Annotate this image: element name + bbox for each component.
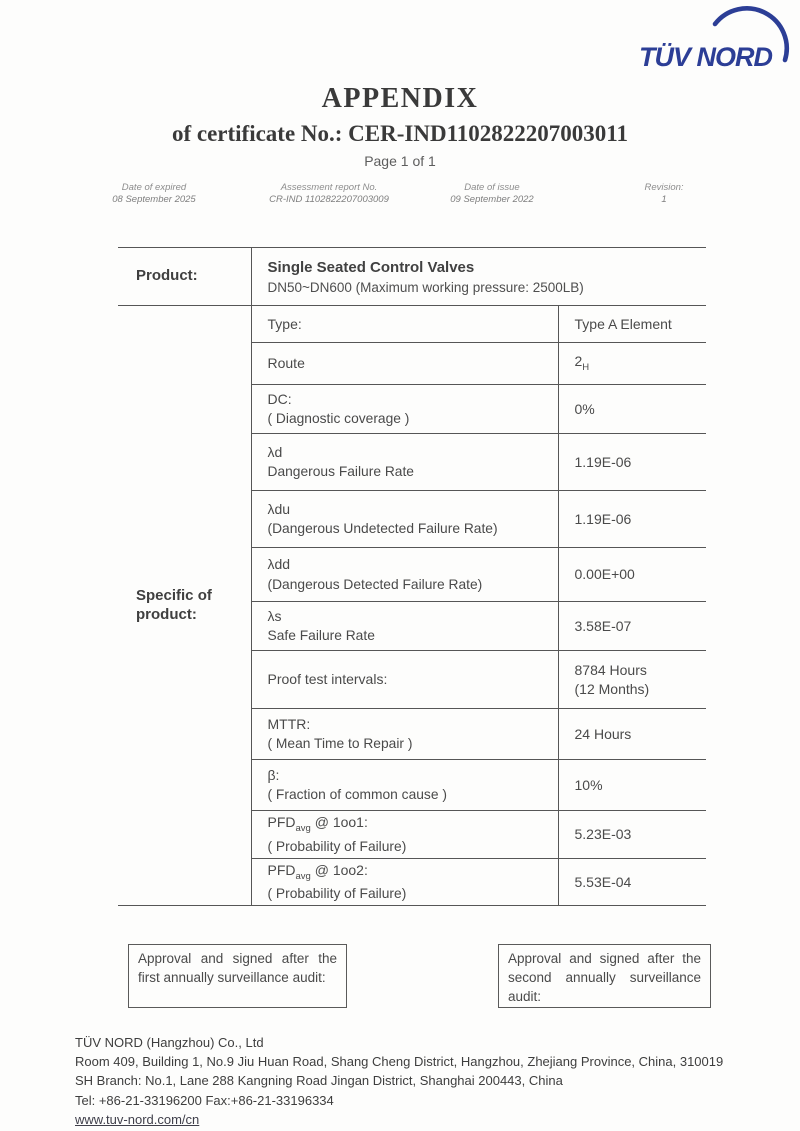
- tuv-nord-logo: [605, 0, 800, 90]
- meta-value: CR-IND 1102822207003009: [269, 194, 389, 205]
- meta-value: 08 September 2025: [112, 194, 196, 205]
- meta-date-of-expired: [94, 182, 214, 205]
- value-cell: 5.23E-03: [558, 811, 706, 859]
- param-cell: λd Dangerous Failure Rate: [251, 434, 558, 491]
- meta-label: Date of issue: [464, 182, 520, 193]
- value-cell: 0%: [558, 385, 706, 434]
- specific-of-product-label: Specific of product:: [136, 586, 212, 623]
- table-row: [118, 306, 706, 343]
- value-cell: 10%: [558, 760, 706, 811]
- product-title: Single Seated Control Valves: [267, 258, 475, 276]
- value-cell: 8784 Hours (12 Months): [558, 651, 706, 709]
- meta-revision: [612, 182, 716, 205]
- value-cell: 1.19E-06: [558, 434, 706, 491]
- value-cell: $2_H$: [558, 343, 706, 385]
- value-cell: 24 Hours: [558, 709, 706, 760]
- certificate-number-title: of certificate No.: CER-IND1102822207003011: [171, 120, 629, 146]
- approval-box-text: Approval and signed after the first annually surveillance audit:: [138, 951, 337, 985]
- param-cell: $PFD_{avg}$ @ 1oo1: ( Probability of Failure): [251, 811, 558, 859]
- value-cell: 0.00E+00: [558, 548, 706, 602]
- product-label-cell: [118, 248, 251, 306]
- approval-box-text: Approval and signed after the second annually surveillance audit:: [508, 951, 701, 1004]
- meta-date-of-issue: [428, 182, 556, 205]
- product-value-cell: [251, 248, 706, 306]
- value-cell: 1.19E-06: [558, 491, 706, 548]
- footer-phone-fax: Tel: +86-21-33196200 Fax:+86-21-33196334: [75, 1092, 334, 1108]
- page-indicator: Page 1 of 1: [364, 153, 436, 170]
- param-cell: λs Safe Failure Rate: [251, 602, 558, 651]
- param-cell: $PFD_{avg}$ @ 1oo2: ( Probability of Failure): [251, 859, 558, 906]
- param-cell: λdd (Dangerous Detected Failure Rate): [251, 548, 558, 602]
- meta-label: Assessment report No.: [280, 182, 378, 193]
- specific-of-product-label-cell: [118, 306, 251, 906]
- param-cell: Route: [251, 343, 558, 385]
- meta-label: Revision:: [644, 182, 684, 193]
- meta-value: 09 September 2022: [450, 194, 534, 205]
- approval-box-second-audit: [498, 944, 711, 1008]
- param-cell: Type:: [251, 306, 558, 343]
- footer-website-link[interactable]: www.tuv-nord.com/cn: [75, 1111, 200, 1127]
- footer-address2: SH Branch: No.1, Lane 288 Kangning Road Jingan District, Shanghai 200443, China: [75, 1073, 563, 1089]
- footer-address1: Room 409, Building 1, No.9 Jiu Huan Road, Shang Cheng District, Hangzhou, Zhejiang Province, China, 310019: [75, 1054, 724, 1070]
- specification-table: [118, 247, 706, 906]
- title-block: [0, 84, 800, 169]
- meta-value: 1: [661, 194, 667, 205]
- value-cell: 5.53E-04: [558, 859, 706, 906]
- param-cell: MTTR: ( Mean Time to Repair ): [251, 709, 558, 760]
- footer-company: TÜV NORD (Hangzhou) Co., Ltd: [75, 1035, 264, 1050]
- meta-assessment-report: [243, 182, 415, 205]
- logo-text: TÜV NORD: [639, 42, 772, 72]
- value-cell: 3.58E-07: [558, 602, 706, 651]
- param-cell: β: ( Fraction of common cause ): [251, 760, 558, 811]
- param-cell: DC: ( Diagnostic coverage ): [251, 385, 558, 434]
- param-cell: λdu (Dangerous Undetected Failure Rate): [251, 491, 558, 548]
- footer: [75, 1033, 755, 1129]
- appendix-title: APPENDIX: [321, 83, 479, 114]
- product-label: Product:: [136, 267, 198, 285]
- approval-box-first-audit: [128, 944, 347, 1008]
- meta-label: Date of expired: [121, 182, 187, 193]
- param-cell: Proof test intervals:: [251, 651, 558, 709]
- product-row: [118, 248, 706, 306]
- value-cell: Type A Element: [558, 306, 706, 343]
- product-subtitle: DN50~DN600 (Maximum working pressure: 2500LB): [267, 279, 584, 295]
